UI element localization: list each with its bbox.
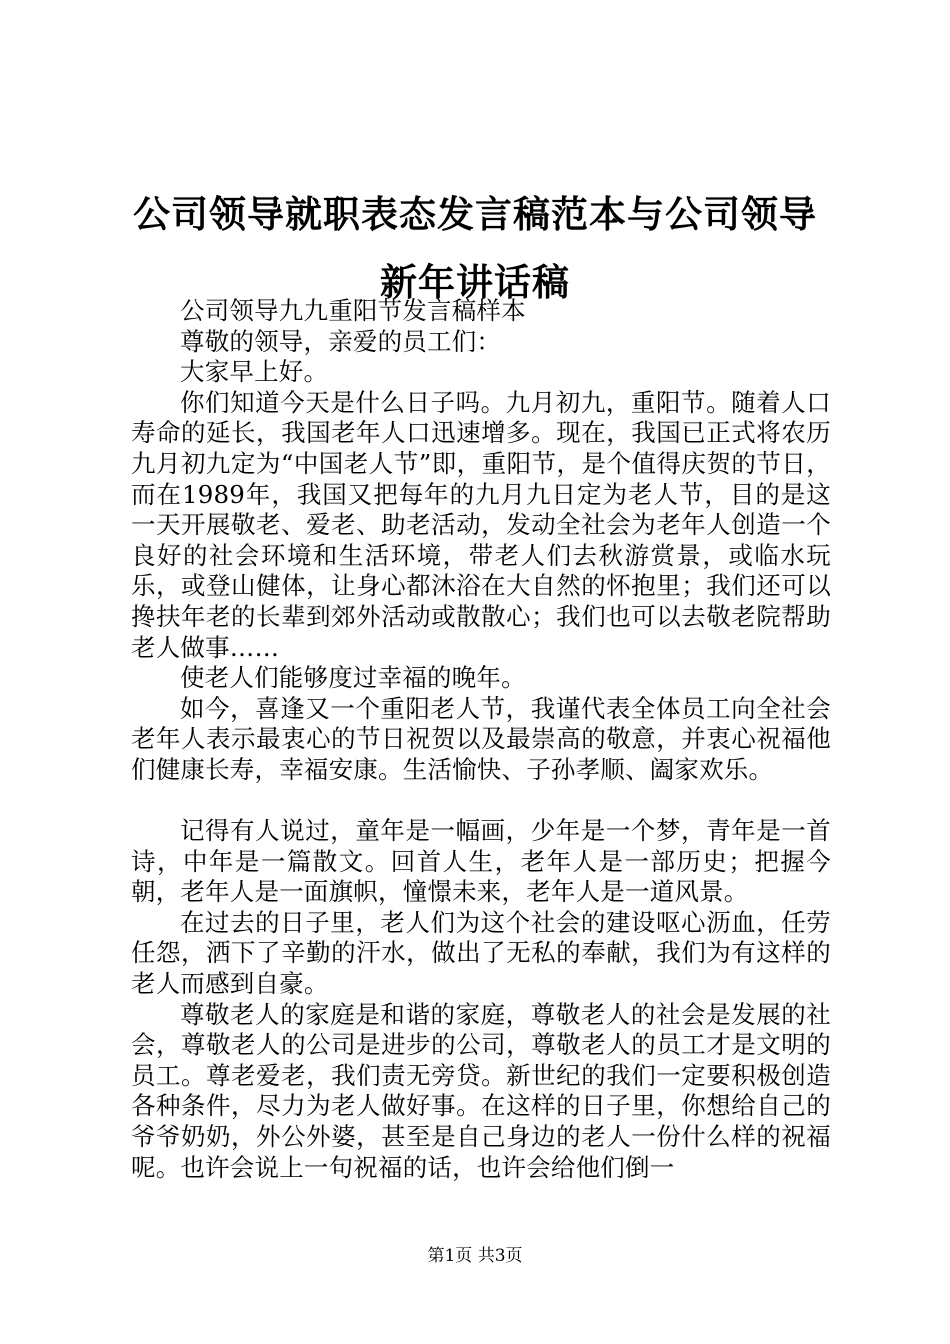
paragraph: 使老人们能够度过幸福的晚年。: [180, 663, 526, 693]
paragraph: 如今，喜逢又一个重阳老人节，我谨代表全体员工向全社会老年人表示最衷心的节日祝贺以及最崇高的敬意，并衷心祝福他们健康长寿，幸福安康。生活愉快、子孙孝顺、阖家欢乐。: [131, 693, 831, 784]
paragraph-greeting: 大家早上好。: [180, 357, 329, 387]
document-body: [131, 296, 831, 1183]
paragraph: 在过去的日子里，老人们为这个社会的建设呕心沥血，任劳任怨，洒下了辛勤的汗水，做出了无私的奉献，我们为有这样的老人而感到自豪。: [131, 907, 831, 999]
paragraph-subtitle: 公司领导九九重阳节发言稿样本: [180, 296, 526, 325]
paragraph: 你们知道今天是什么日子吗。九月初九，重阳节。随着人口寿命的延长，我国老年人口迅速增多。现在，我国已正式将农历九月初九定为“中国老人节”即，重阳节，是个值得庆贺的节日，而在1989年，我国又把每年的九月九日定为老人节，目的是这一天开展敬老、爱老、助老活动，发动全社会为老年人创造一个良好的社会环境和生活环境，带老人们去秋游赏景，或临水玩乐，或登山健体，让身心都沐浴在大自然的怀抱里；我们还可以搀扶年老的长辈到郊外活动或散散心；我们也可以去敬老院帮助老人做事……: [131, 387, 831, 662]
page-number-footer: 第1页 共3页: [427, 1246, 523, 1266]
paragraph: 尊敬老人的家庭是和谐的家庭，尊敬老人的社会是发展的社会，尊敬老人的公司是进步的公司，尊敬老人的员工才是文明的员工。尊老爱老，我们责无旁贷。新世纪的我们一定要积极创造各种条件，尽力为老人做好事。在这样的日子里，你想给自己的爷爷奶奶，外公外婆，甚至是自己身边的老人一份什么样的祝福呢。也许会说上一句祝福的话，也许会给他们倒一: [131, 999, 831, 1182]
paragraph: 记得有人说过，童年是一幅画，少年是一个梦，青年是一首诗，中年是一篇散文。回首人生，老年人是一部历史；把握今朝，老年人是一面旗帜，憧憬未来，老年人是一道风景。: [131, 816, 831, 907]
document-title: 公司领导就职表态发言稿范本与公司领导新年讲话稿: [133, 192, 817, 304]
paragraph-salutation: 尊敬的领导，亲爱的员工们：: [180, 326, 502, 356]
